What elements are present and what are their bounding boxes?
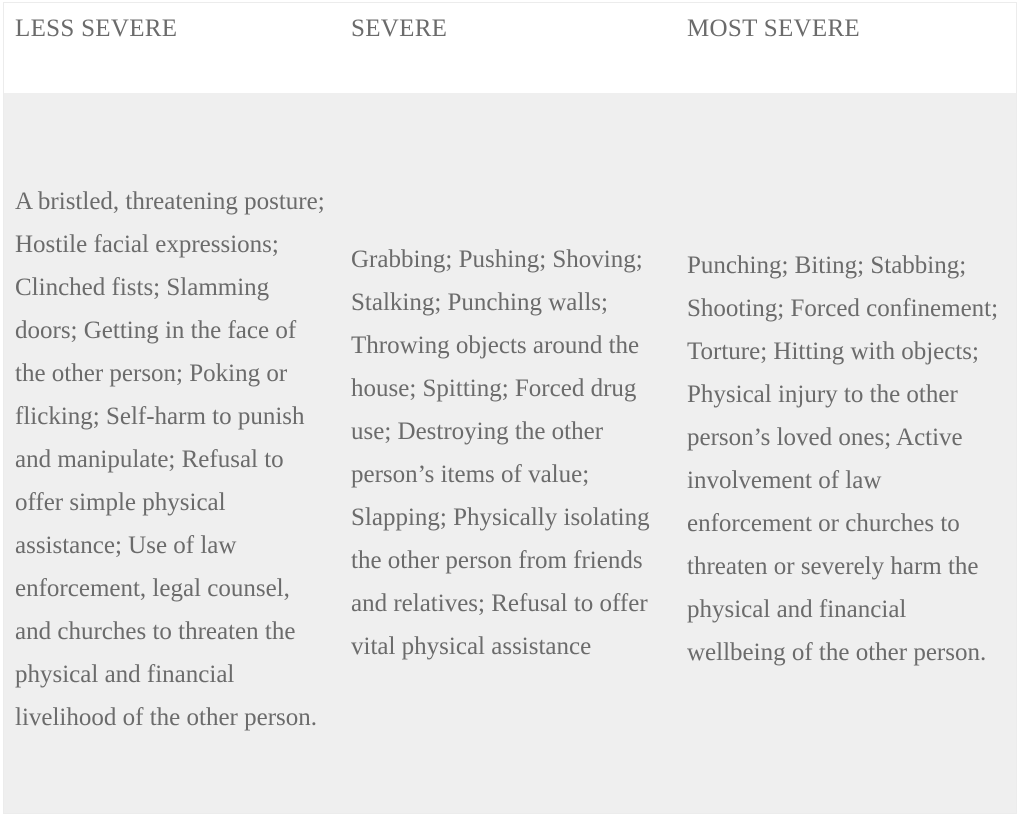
table-header-row [4,3,1016,93]
cell-severe-text: Grabbing; Pushing; Shoving; Stalking; Punching walls; Throwing objects around the house; Spitting; Forced drug use; Destroying the other person’s items of value; Slapping; Physically isolating the other person from friends and relatives; Refusal to offer vital physical assistance [351,246,650,660]
severity-table [3,2,1017,814]
header-severe: SEVERE [351,15,448,42]
cell-less-severe-text: A bristled, threatening posture; Hostile facial expressions; Clinched fists; Slamming doors; Getting in the face of the other person; Poking or flicking; Self-harm to punish and manipulate; Refusal to offer simple physical assistance; Use of law enforcement, legal counsel, and churches to threaten the physical and financial livelihood of the other person. [15,187,325,731]
header-most-severe: MOST SEVERE [687,15,861,42]
cell-most-severe-text: Punching; Biting; Stabbing; Shooting; Forced confinement; Torture; Hitting with objects; Physical injury to the other person’s loved ones; Active involvement of law enforcement or churches to threaten or severely harm the physical and financial wellbeing of the other person. [687,252,999,666]
cell-most-severe [676,93,1016,813]
header-less-severe: LESS SEVERE [15,15,178,42]
cell-severe [340,93,676,813]
cell-less-severe [4,93,340,813]
table-body-row [4,93,1016,813]
